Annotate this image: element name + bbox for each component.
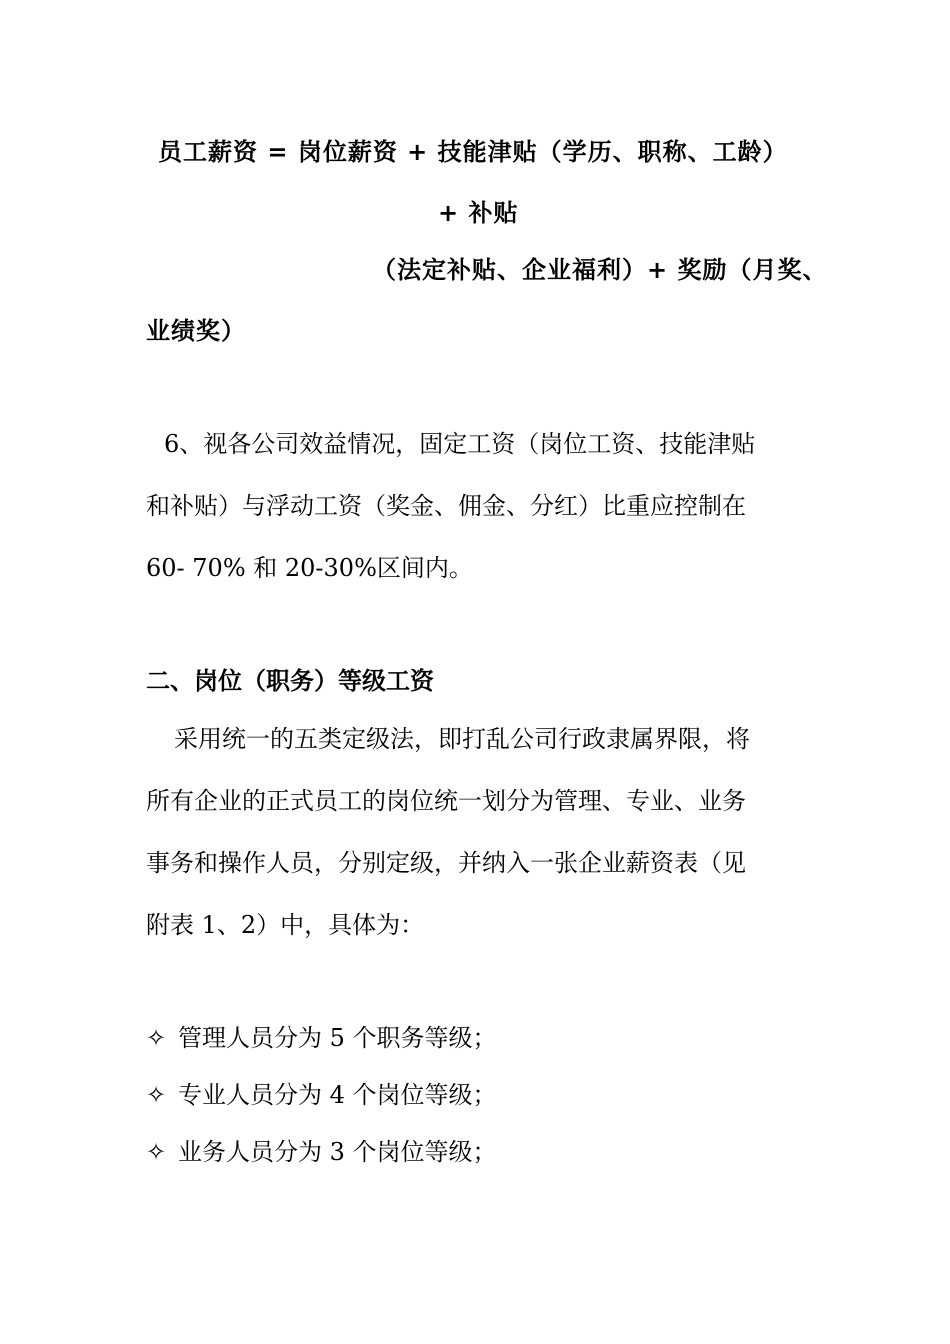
sparkle-bullet-icon: ✧ bbox=[146, 1138, 167, 1166]
list-item-text: 管理人员分为 5 个职务等级； bbox=[178, 1024, 497, 1052]
para6-line-1: 6、视各公司效益情况，固定工资（岗位工资、技能津贴 bbox=[164, 430, 756, 458]
list-item bbox=[146, 1083, 497, 1107]
formula-line-4: 业绩奖） bbox=[146, 317, 246, 345]
para6-line-3: 60- 70% 和 20-30%区间内。 bbox=[146, 554, 473, 582]
section-body-line-2: 所有企业的正式员工的岗位统一划分为管理、专业、业务 bbox=[146, 787, 746, 815]
list-item-text: 业务人员分为 3 个岗位等级； bbox=[178, 1138, 497, 1166]
list-item bbox=[146, 1140, 497, 1164]
para6-line-2: 和补贴）与浮动工资（奖金、佣金、分红）比重应控制在 bbox=[146, 492, 746, 520]
list-item bbox=[146, 1026, 497, 1050]
sparkle-bullet-icon: ✧ bbox=[146, 1024, 167, 1052]
section-body-line-3: 事务和操作人员，分别定级，并纳入一张企业薪资表（见 bbox=[146, 849, 746, 877]
formula-line-2: + 补贴 bbox=[438, 199, 519, 227]
sparkle-bullet-icon: ✧ bbox=[146, 1081, 167, 1109]
formula-line-3: （法定补贴、企业福利）+ 奖励（月奖、 bbox=[372, 256, 828, 284]
section-heading: 二、岗位（职务）等级工资 bbox=[146, 667, 434, 695]
list-item-text: 专业人员分为 4 个岗位等级； bbox=[178, 1081, 497, 1109]
section-body-line-4: 附表 1、2）中，具体为： bbox=[146, 911, 425, 939]
section-body-line-1: 采用统一的五类定级法，即打乱公司行政隶属界限，将 bbox=[174, 725, 750, 753]
formula-line-1: 员工薪资 = 岗位薪资 + 技能津贴（学历、职称、工龄） bbox=[158, 138, 788, 166]
